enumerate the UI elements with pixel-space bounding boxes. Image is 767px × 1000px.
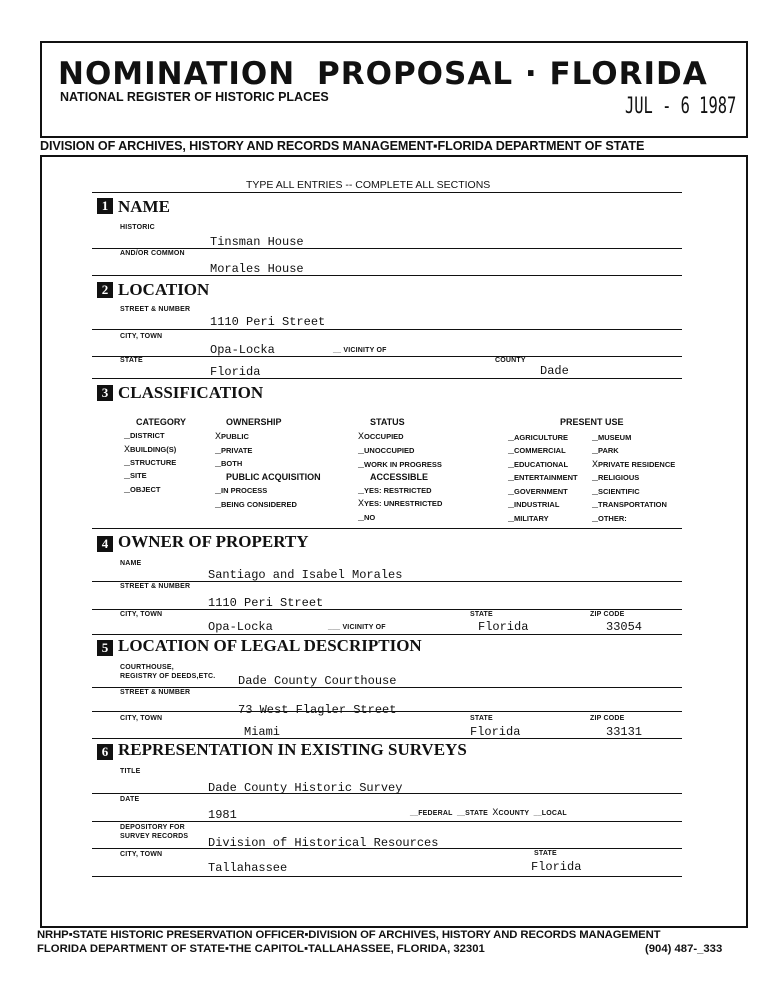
divider	[92, 634, 682, 635]
survey-level-options: __FEDERAL __STATE XCOUNTY __LOCAL	[410, 808, 567, 819]
section-number: 4	[97, 536, 113, 552]
acquisition-in-process: _IN PROCESS	[215, 486, 268, 497]
divider	[92, 329, 682, 330]
courthouse-value: Dade County Courthouse	[238, 674, 397, 688]
divider	[92, 378, 682, 379]
legal-zip-value: 33131	[606, 725, 643, 739]
depository-label: DEPOSITORY FOR	[120, 824, 185, 831]
city-label: CITY, TOWN	[120, 333, 163, 340]
location-city-value: Opa-Locka	[210, 343, 275, 357]
footer-line-1: NRHP▪STATE HISTORIC PRESERVATION OFFICER▪DIVISION OF ARCHIVES, HISTORY AND RECORDS MANAGEMENT	[37, 929, 661, 941]
date-stamp: JUL - 6 1987	[625, 94, 737, 119]
survey-state-value: Florida	[531, 860, 582, 874]
registry-label: REGISTRY OF DEEDS,ETC.	[120, 673, 216, 680]
legal-street-label: STREET & NUMBER	[120, 689, 191, 696]
section-number: 3	[97, 385, 113, 401]
use-park: _PARK	[592, 446, 619, 457]
owner-zip-value: 33054	[606, 620, 643, 634]
owner-name-label: NAME	[120, 560, 142, 567]
category-structure: _STRUCTURE	[124, 458, 177, 469]
footer-line-2: FLORIDA DEPARTMENT OF STATE▪THE CAPITOL▪TALLAHASSEE, FLORIDA, 32301	[37, 943, 485, 955]
section-title-surveys: REPRESENTATION IN EXISTING SURVEYS	[118, 740, 467, 759]
use-agriculture: _AGRICULTURE	[508, 433, 569, 444]
category-header: CATEGORY	[136, 417, 187, 427]
ownership-header: OWNERSHIP	[226, 417, 282, 427]
historic-label: HISTORIC	[120, 224, 155, 231]
common-name-value: Morales House	[210, 262, 304, 276]
courthouse-label: COURTHOUSE,	[120, 664, 174, 671]
divider	[92, 609, 682, 610]
section-title-classification: CLASSIFICATION	[118, 383, 264, 402]
legal-state-value: Florida	[470, 725, 521, 739]
divider	[92, 876, 682, 877]
owner-vicinity-label: ___ VICINITY OF	[328, 624, 386, 631]
survey-city-value: Tallahassee	[208, 861, 288, 875]
divider	[92, 848, 682, 849]
acquisition-being-considered: _BEING CONSIDERED	[215, 500, 297, 511]
use-religious: _RELIGIOUS	[592, 473, 640, 484]
section-title-owner: OWNER OF PROPERTY	[118, 532, 309, 551]
divider	[92, 275, 682, 276]
owner-city-label: CITY, TOWN	[120, 611, 163, 618]
depository-value: Division of Historical Resources	[208, 836, 439, 850]
divider	[92, 821, 682, 822]
survey-date-value: 1981	[208, 808, 237, 822]
owner-street-label: STREET & NUMBER	[120, 583, 191, 590]
accessible-header: ACCESSIBLE	[370, 472, 429, 482]
category-buildings: XBUILDING(S)	[124, 445, 177, 456]
historic-name-value: Tinsman House	[210, 235, 304, 249]
accessible-unrestricted: XYES: UNRESTRICTED	[358, 499, 443, 510]
location-county-value: Dade	[540, 364, 569, 378]
status-unoccupied: _UNOCCUPIED	[358, 446, 415, 457]
divider	[92, 581, 682, 582]
section-title-name: NAME	[118, 197, 170, 216]
category-site: _SITE	[124, 471, 147, 482]
common-name-label: AND/OR COMMON	[120, 250, 185, 257]
owner-name-value: Santiago and Isabel Morales	[208, 568, 403, 582]
category-object: _OBJECT	[124, 485, 161, 496]
legal-city-value: Miami	[244, 725, 281, 739]
use-government: _GOVERNMENT	[508, 487, 568, 498]
status-work-in-progress: _WORK IN PROGRESS	[358, 460, 442, 471]
vicinity-label: __ VICINITY OF	[333, 347, 387, 354]
survey-title-value: Dade County Historic Survey	[208, 781, 403, 795]
divider	[92, 528, 682, 529]
section-number: 1	[97, 198, 113, 214]
ownership-public: XPUBLIC	[215, 432, 249, 443]
legal-zip-label: ZIP CODE	[590, 715, 625, 722]
present-use-header: PRESENT USE	[560, 417, 624, 427]
owner-street-value: 1110 Peri Street	[208, 596, 324, 610]
form-title-left: NOMINATION	[58, 56, 296, 92]
location-state-value: Florida	[210, 365, 261, 379]
use-entertainment: _ENTERTAINMENT	[508, 473, 578, 484]
ownership-private: _PRIVATE	[215, 446, 253, 457]
use-private-residence: XPRIVATE RESIDENCE	[592, 460, 676, 471]
state-label: STATE	[120, 357, 143, 364]
survey-state-label: STATE	[534, 850, 557, 857]
use-scientific: _SCIENTIFIC	[592, 487, 640, 498]
legal-state-label: STATE	[470, 715, 493, 722]
section-title-location: LOCATION	[118, 280, 210, 299]
owner-city-value: Opa-Locka	[208, 620, 273, 634]
instructions: TYPE ALL ENTRIES -- COMPLETE ALL SECTIONS	[246, 179, 491, 191]
use-transportation: _TRANSPORTATION	[592, 500, 667, 511]
divider	[92, 711, 682, 712]
use-military: _MILITARY	[508, 514, 549, 525]
use-other: _OTHER:	[592, 514, 627, 525]
section-number: 2	[97, 282, 113, 298]
form-title-right: PROPOSAL · FLORIDA	[317, 56, 708, 92]
divider	[92, 356, 682, 357]
accessible-no: _NO	[358, 513, 376, 524]
owner-zip-label: ZIP CODE	[590, 611, 625, 618]
legal-city-label: CITY, TOWN	[120, 715, 163, 722]
category-district: _DISTRICT	[124, 431, 165, 442]
divider	[92, 192, 682, 193]
survey-records-label: SURVEY RECORDS	[120, 833, 189, 840]
divider	[92, 687, 682, 688]
footer-phone: (904) 487-_333	[645, 943, 723, 955]
survey-date-label: DATE	[120, 796, 140, 803]
location-street-value: 1110 Peri Street	[210, 315, 326, 329]
section-title-legal-description: LOCATION OF LEGAL DESCRIPTION	[118, 636, 422, 655]
divider	[92, 738, 682, 739]
accessible-restricted: _YES: RESTRICTED	[358, 486, 432, 497]
use-museum: _MUSEUM	[592, 433, 632, 444]
street-label: STREET & NUMBER	[120, 306, 191, 313]
county-label: COUNTY	[495, 357, 526, 364]
owner-state-value: Florida	[478, 620, 529, 634]
section-number: 5	[97, 640, 113, 656]
use-educational: _EDUCATIONAL	[508, 460, 569, 471]
status-occupied: XOCCUPIED	[358, 432, 404, 443]
form-subtitle: NATIONAL REGISTER OF HISTORIC PLACES	[60, 90, 329, 104]
section-number: 6	[97, 744, 113, 760]
public-acquisition-header: PUBLIC ACQUISITION	[226, 472, 321, 482]
use-industrial: _INDUSTRIAL	[508, 500, 560, 511]
legal-street-value: 73 West Flagler Street	[238, 703, 397, 717]
divider	[92, 248, 682, 249]
use-commercial: _COMMERCIAL	[508, 446, 566, 457]
division-banner: DIVISION OF ARCHIVES, HISTORY AND RECORDS MANAGEMENT▪FLORIDA DEPARTMENT OF STATE	[40, 139, 645, 153]
ownership-both: _BOTH	[215, 459, 243, 470]
status-header: STATUS	[370, 417, 405, 427]
divider	[92, 793, 682, 794]
survey-city-label: CITY, TOWN	[120, 851, 163, 858]
owner-state-label: STATE	[470, 611, 493, 618]
survey-title-label: TITLE	[120, 768, 141, 775]
